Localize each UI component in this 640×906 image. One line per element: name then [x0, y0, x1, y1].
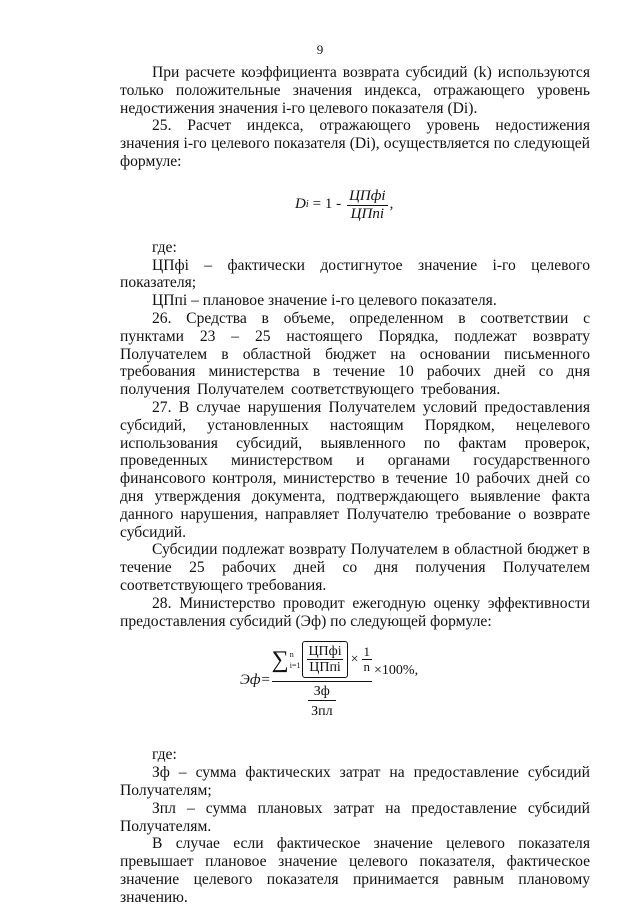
where-label-1: где: [152, 238, 177, 256]
formula-di-lhs: D [295, 196, 306, 213]
formula-di-tail: , [389, 196, 394, 213]
formula-ef-tail: ×100%, [374, 663, 419, 679]
where-label-2: где: [152, 746, 177, 764]
sum-upper-limit: n [289, 649, 294, 659]
formula-di-fraction [347, 188, 387, 223]
paragraph-26: 26. Средства в объеме, определенном в соответствии с пунктами 23 – 25 настоящего Порядка, подлежат возврату Получателем в областной бюджет на основании письменного требования министерства в течение 10 рабочих дней со дня получения Получателем соответствующего требования. [120, 309, 590, 399]
sum-lower-limit: i=1 [289, 660, 301, 670]
sigma-symbol: ∑ [271, 646, 289, 673]
inner-numerator: ЦПфi [308, 644, 342, 660]
definition-zpl: Зпл – сумма плановых затрат на предоставление субсидий Получателям. [120, 799, 590, 835]
formula-ef-fraction [272, 641, 372, 721]
paragraph-k-coefficient: При расчете коэффициента возврата субсидий (k) используются только положительные значения индекса, отражающего уровень недостижения значения i-го целевого показателя (Di). [120, 64, 590, 117]
paragraph-28: 28. Министерство проводит ежегодную оценку эффективности предоставления субсидий (Эф) по следующей формуле: [120, 594, 590, 630]
summation [271, 646, 301, 673]
formula-di-lhs-sub: i [305, 199, 309, 211]
formula-di-denominator: ЦПпi [350, 205, 384, 222]
paragraph-27-continuation: Субсидии подлежат возврату Получателем в областной бюджет в течение 25 рабочих дней со дня получения Получателем соответствующего требования. [120, 541, 590, 594]
formula-ef-lhs: Эф= [240, 672, 271, 689]
inner-fraction [302, 641, 347, 678]
page-content [120, 64, 590, 906]
definition-cppi: ЦПпi – плановое значение i-го целевого показателя. [152, 292, 497, 310]
one-over-n [362, 645, 373, 674]
one-over-n-denominator: n [363, 659, 371, 675]
inner-denominator: ЦПпi [309, 660, 341, 676]
formula-ef-numerator [272, 641, 372, 682]
paragraph-final: В случае если фактическое значение целевого показателя превышает плановое значение целевого показателя, фактическое значение целевого показателя принимается равным плановому значению. [120, 835, 590, 906]
definition-zf: Зф – сумма фактических затрат на предоставление субсидий Получателям; [120, 764, 590, 799]
times-sign: × [350, 651, 359, 667]
paragraph-25: 25. Расчет индекса, отражающего уровень недостижения значения i-го целевого показателя (Di), осуществляется по следующей формуле: [120, 117, 590, 170]
definition-cpfi: ЦПфi – фактически достигнутое значение i-го целевого показателя; [120, 256, 590, 292]
formula-ef-bottom-denominator: Зпл [311, 704, 333, 720]
formula-di-numerator: ЦПфi [349, 187, 386, 204]
paragraph-27: 27. В случае нарушения Получателем условий предоставления субсидий, установленных настоящим Порядком, нецелевого использования субсидий, выявленного по фактам проверок, проведенных министерством и органами государственного финансового контроля, министерство в течение 10 рабочих дней со дня утверждения документа, подтверждающего выявление факта данного нарушения, направляет Получателю требование о возврате субсидий. [120, 398, 590, 541]
formula-di-eq: = 1 - [312, 196, 342, 213]
formula-di [120, 171, 590, 239]
one-over-n-numerator: 1 [363, 644, 371, 660]
page-number: 9 [316, 42, 324, 57]
formula-ef-mid-denominator: Зф [308, 682, 336, 701]
formula-ef [120, 630, 590, 746]
